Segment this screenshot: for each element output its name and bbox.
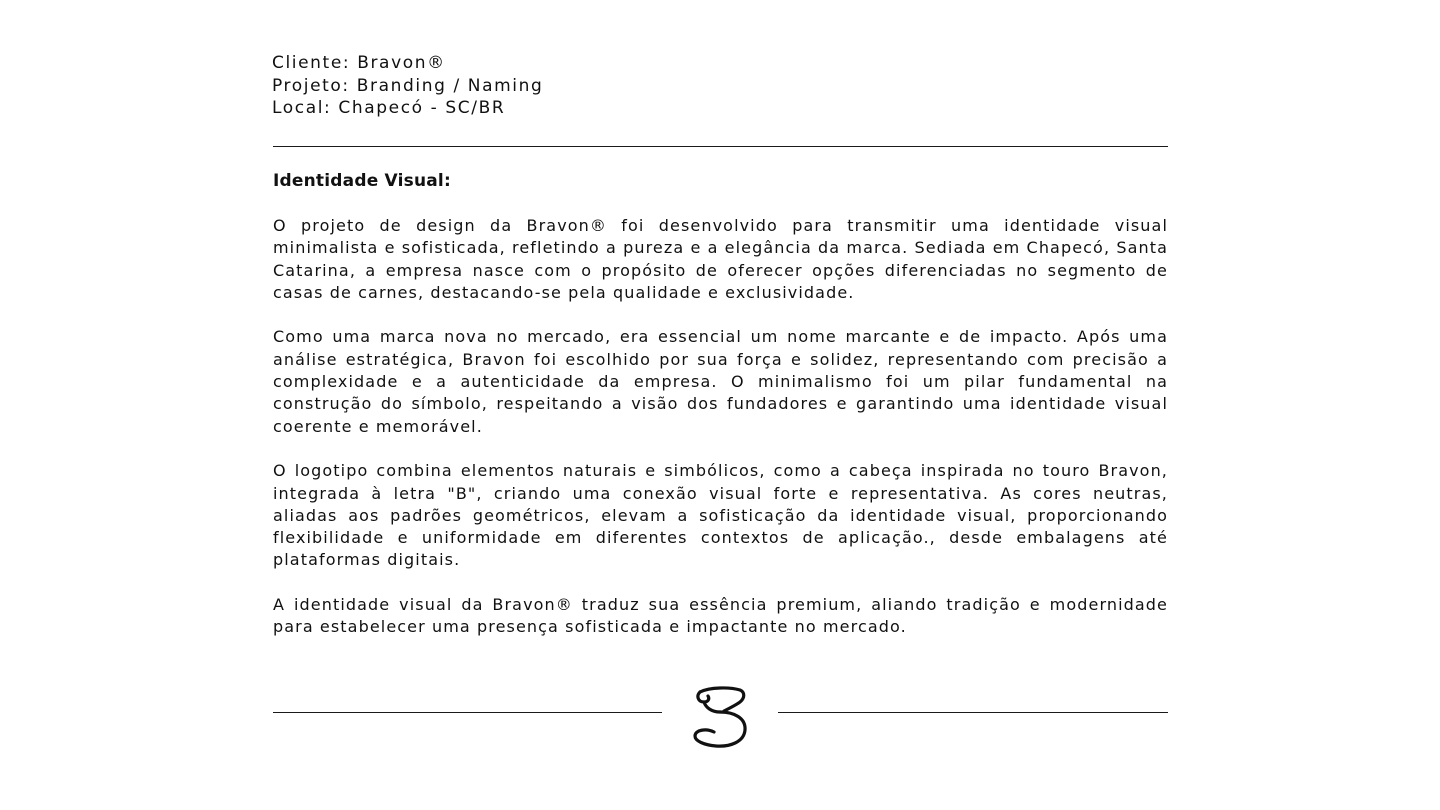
project-line: Projeto: Branding / Naming xyxy=(272,75,544,96)
bravon-b-bull-logo-icon xyxy=(690,684,750,750)
description-body xyxy=(273,215,1168,661)
project-meta xyxy=(272,52,543,120)
bottom-divider-left xyxy=(273,712,662,713)
top-divider xyxy=(273,146,1168,147)
paragraph-closing: A identidade visual da Bravon® traduz sua essência premium, aliando tradição e modernidade para estabelecer uma presença sofisticada e impactante no mercado. xyxy=(273,595,1168,637)
paragraph-intro: O projeto de design da Bravon® foi desenvolvido para transmitir uma identidade visual minimalista e sofisticada, refletindo a pureza e a elegância da marca. Sediada em Chapecó, Santa Catarina, a empresa nasce com o propósito de oferecer opções diferenciadas no segmento de casas de carnes, destacando-se pela qualidade e exclusividade. xyxy=(273,216,1168,302)
paragraph-naming: Como uma marca nova no mercado, era essencial um nome marcante e de impacto. Após uma análise estratégica, Bravon foi escolhido por sua força e solidez, representando com precisão a complexidade e a autenticidade da empresa. O minimalismo foi um pilar fundamental na construção do símbolo, respeitando a visão dos fundadores e garantindo uma identidade visual coerente e memorável. xyxy=(273,327,1168,436)
section-title: Identidade Visual: xyxy=(273,171,451,191)
bottom-divider-right xyxy=(778,712,1168,713)
location-line: Local: Chapecó - SC/BR xyxy=(272,98,506,118)
paragraph-logo: O logotipo combina elementos naturais e simbólicos, como a cabeça inspirada no touro Bravon, integrada à letra "B", criando uma conexão visual forte e representativa. As cores neutras, aliadas aos padrões geométricos, elevam a sofisticação da identidade visual, proporcionando flexibilidade e uniformidade em diferentes contextos de aplicação., desde embalagens até plataformas digitais. xyxy=(273,461,1168,570)
client-line: Cliente: Bravon® xyxy=(272,53,446,73)
